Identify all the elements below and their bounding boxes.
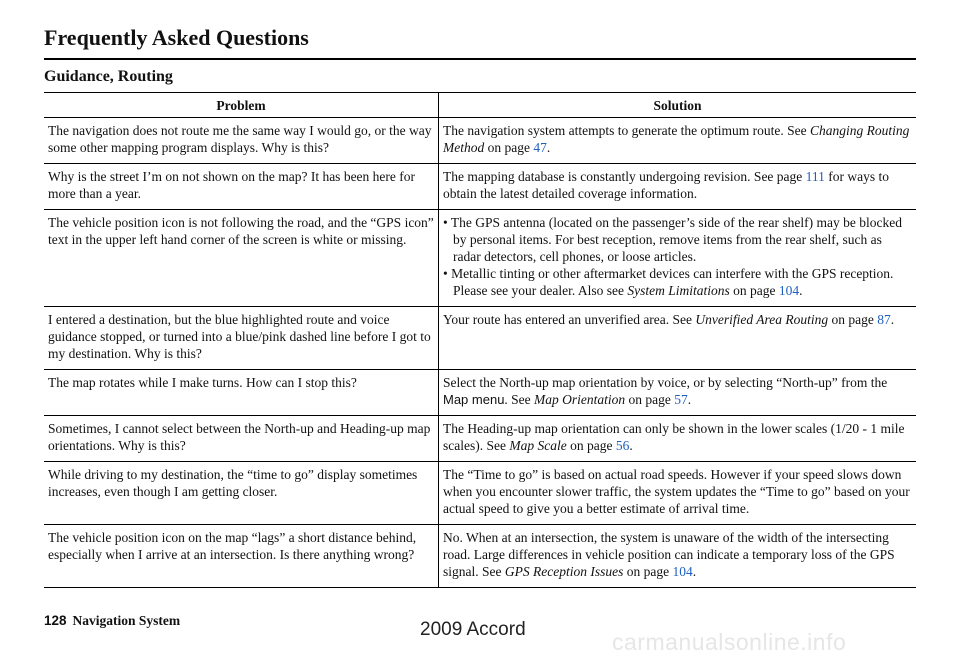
solution-cell (439, 164, 917, 210)
solution-cell (439, 210, 917, 307)
page-footer (44, 613, 180, 629)
table-row (44, 462, 916, 525)
menu-button-label: Map menu (443, 392, 505, 407)
page-link[interactable]: 111 (805, 169, 825, 184)
page-link[interactable]: 57 (674, 392, 688, 407)
site-watermark: carmanualsonline.info (612, 629, 847, 655)
solution-text: Select the North-up map orientation by voice, or by selecting “North-up” from the (443, 375, 888, 390)
page-link[interactable]: 47 (533, 140, 547, 155)
reference-title: GPS Reception Issues (504, 564, 624, 579)
solution-text: on page (623, 564, 673, 579)
section-heading: Guidance, Routing (44, 68, 173, 85)
problem-cell: The vehicle position icon is not following the road, and the “GPS icon” text in the upper left hand corner of the screen is white or missing. (44, 210, 439, 307)
problem-cell: The vehicle position icon on the map “lags” a short distance behind, especially when I arrive at an intersection. Is there anything wrong? (44, 525, 439, 588)
page-number: 128 (44, 613, 67, 628)
bullet-item (443, 265, 912, 299)
solution-text: • Metallic tinting or other aftermarket devices can interfere with the GPS reception. Please see your dealer. Also see (443, 266, 894, 298)
footer-title: Navigation System (72, 613, 181, 628)
model-watermark: 2009 Accord (420, 619, 526, 640)
problem-cell: Sometimes, I cannot select between the North-up and Heading-up map orientations. Why is this? (44, 416, 439, 462)
title-divider (44, 58, 916, 60)
bullet-item: • The GPS antenna (located on the passenger’s side of the rear shelf) may be blocked by personal items. For best reception, remove items from the rear shelf, such as radar detectors, cell phones, or loose articles. (443, 215, 902, 264)
solution-text: . (692, 564, 697, 579)
reference-title: System Limitations (627, 283, 730, 298)
solution-cell (439, 118, 917, 164)
solution-text: . (890, 312, 895, 327)
page-link[interactable]: 104 (778, 283, 800, 298)
solution-text: for ways to obtain the latest detailed coverage information. (443, 169, 890, 201)
page-title: Frequently Asked Questions (44, 25, 309, 50)
problem-cell: The navigation does not route me the same way I would go, or the way some other mapping program displays. Why is this? (44, 118, 439, 164)
reference-title: Map Scale (509, 438, 567, 453)
solution-text: . (799, 283, 803, 298)
solution-text: No. When at an intersection, the system is unaware of the width of the intersecting road. Large differences in vehicle position can indicate a temporary loss of the GPS signal. See (443, 530, 895, 579)
problem-cell: Why is the street I’m on not shown on the map? It has been here for more than a year. (44, 164, 439, 210)
problem-cell: I entered a destination, but the blue highlighted route and voice guidance stopped, or turned into a blue/pink dashed line before I got to my destination. Why is this? (44, 307, 439, 370)
table-row (44, 370, 916, 416)
table-row (44, 525, 916, 588)
solution-text: Your route has entered an unverified area. See (443, 312, 696, 327)
solution-text: on page (484, 140, 534, 155)
solution-column-header: Solution (439, 93, 917, 118)
solution-text: on page (625, 392, 675, 407)
solution-text: . See (504, 392, 535, 407)
solution-text: The Heading-up map orientation can only be shown in the lower scales (1/20 - 1 mile scales). See (443, 421, 905, 453)
reference-title: Changing Routing Method (443, 123, 910, 155)
solution-text: The navigation system attempts to generate the optimum route. See (443, 123, 811, 138)
problem-cell: The map rotates while I make turns. How can I stop this? (44, 370, 439, 416)
solution-text: . (687, 392, 692, 407)
solution-cell (439, 370, 917, 416)
solution-text: The mapping database is constantly undergoing revision. See page (443, 169, 806, 184)
problem-cell: While driving to my destination, the “time to go” display sometimes increases, even though I am getting closer. (44, 462, 439, 525)
reference-title: Unverified Area Routing (695, 312, 829, 327)
solution-cell (439, 525, 917, 588)
page-link[interactable]: 87 (877, 312, 891, 327)
table-row (44, 307, 916, 370)
page-link[interactable]: 56 (615, 438, 630, 453)
solution-cell (439, 307, 917, 370)
solution-cell: The “Time to go” is based on actual road speeds. However if your speed slows down when you encounter slower traffic, the system updates the “Time to go” based on your actual speed to give you a better estimate of arrival time. (439, 462, 917, 525)
solution-text: on page (729, 283, 779, 298)
table-row (44, 118, 916, 164)
faq-table (44, 92, 916, 588)
table-row (44, 210, 916, 307)
solution-text: . (629, 438, 633, 453)
reference-title: Map Orientation (534, 392, 626, 407)
solution-text: . (546, 140, 551, 155)
table-row (44, 164, 916, 210)
table-header-row (44, 93, 916, 118)
page-link[interactable]: 104 (672, 564, 693, 579)
problem-column-header: Problem (44, 93, 439, 118)
solution-text: on page (828, 312, 878, 327)
table-row (44, 416, 916, 462)
solution-text: on page (566, 438, 616, 453)
solution-cell (439, 416, 917, 462)
